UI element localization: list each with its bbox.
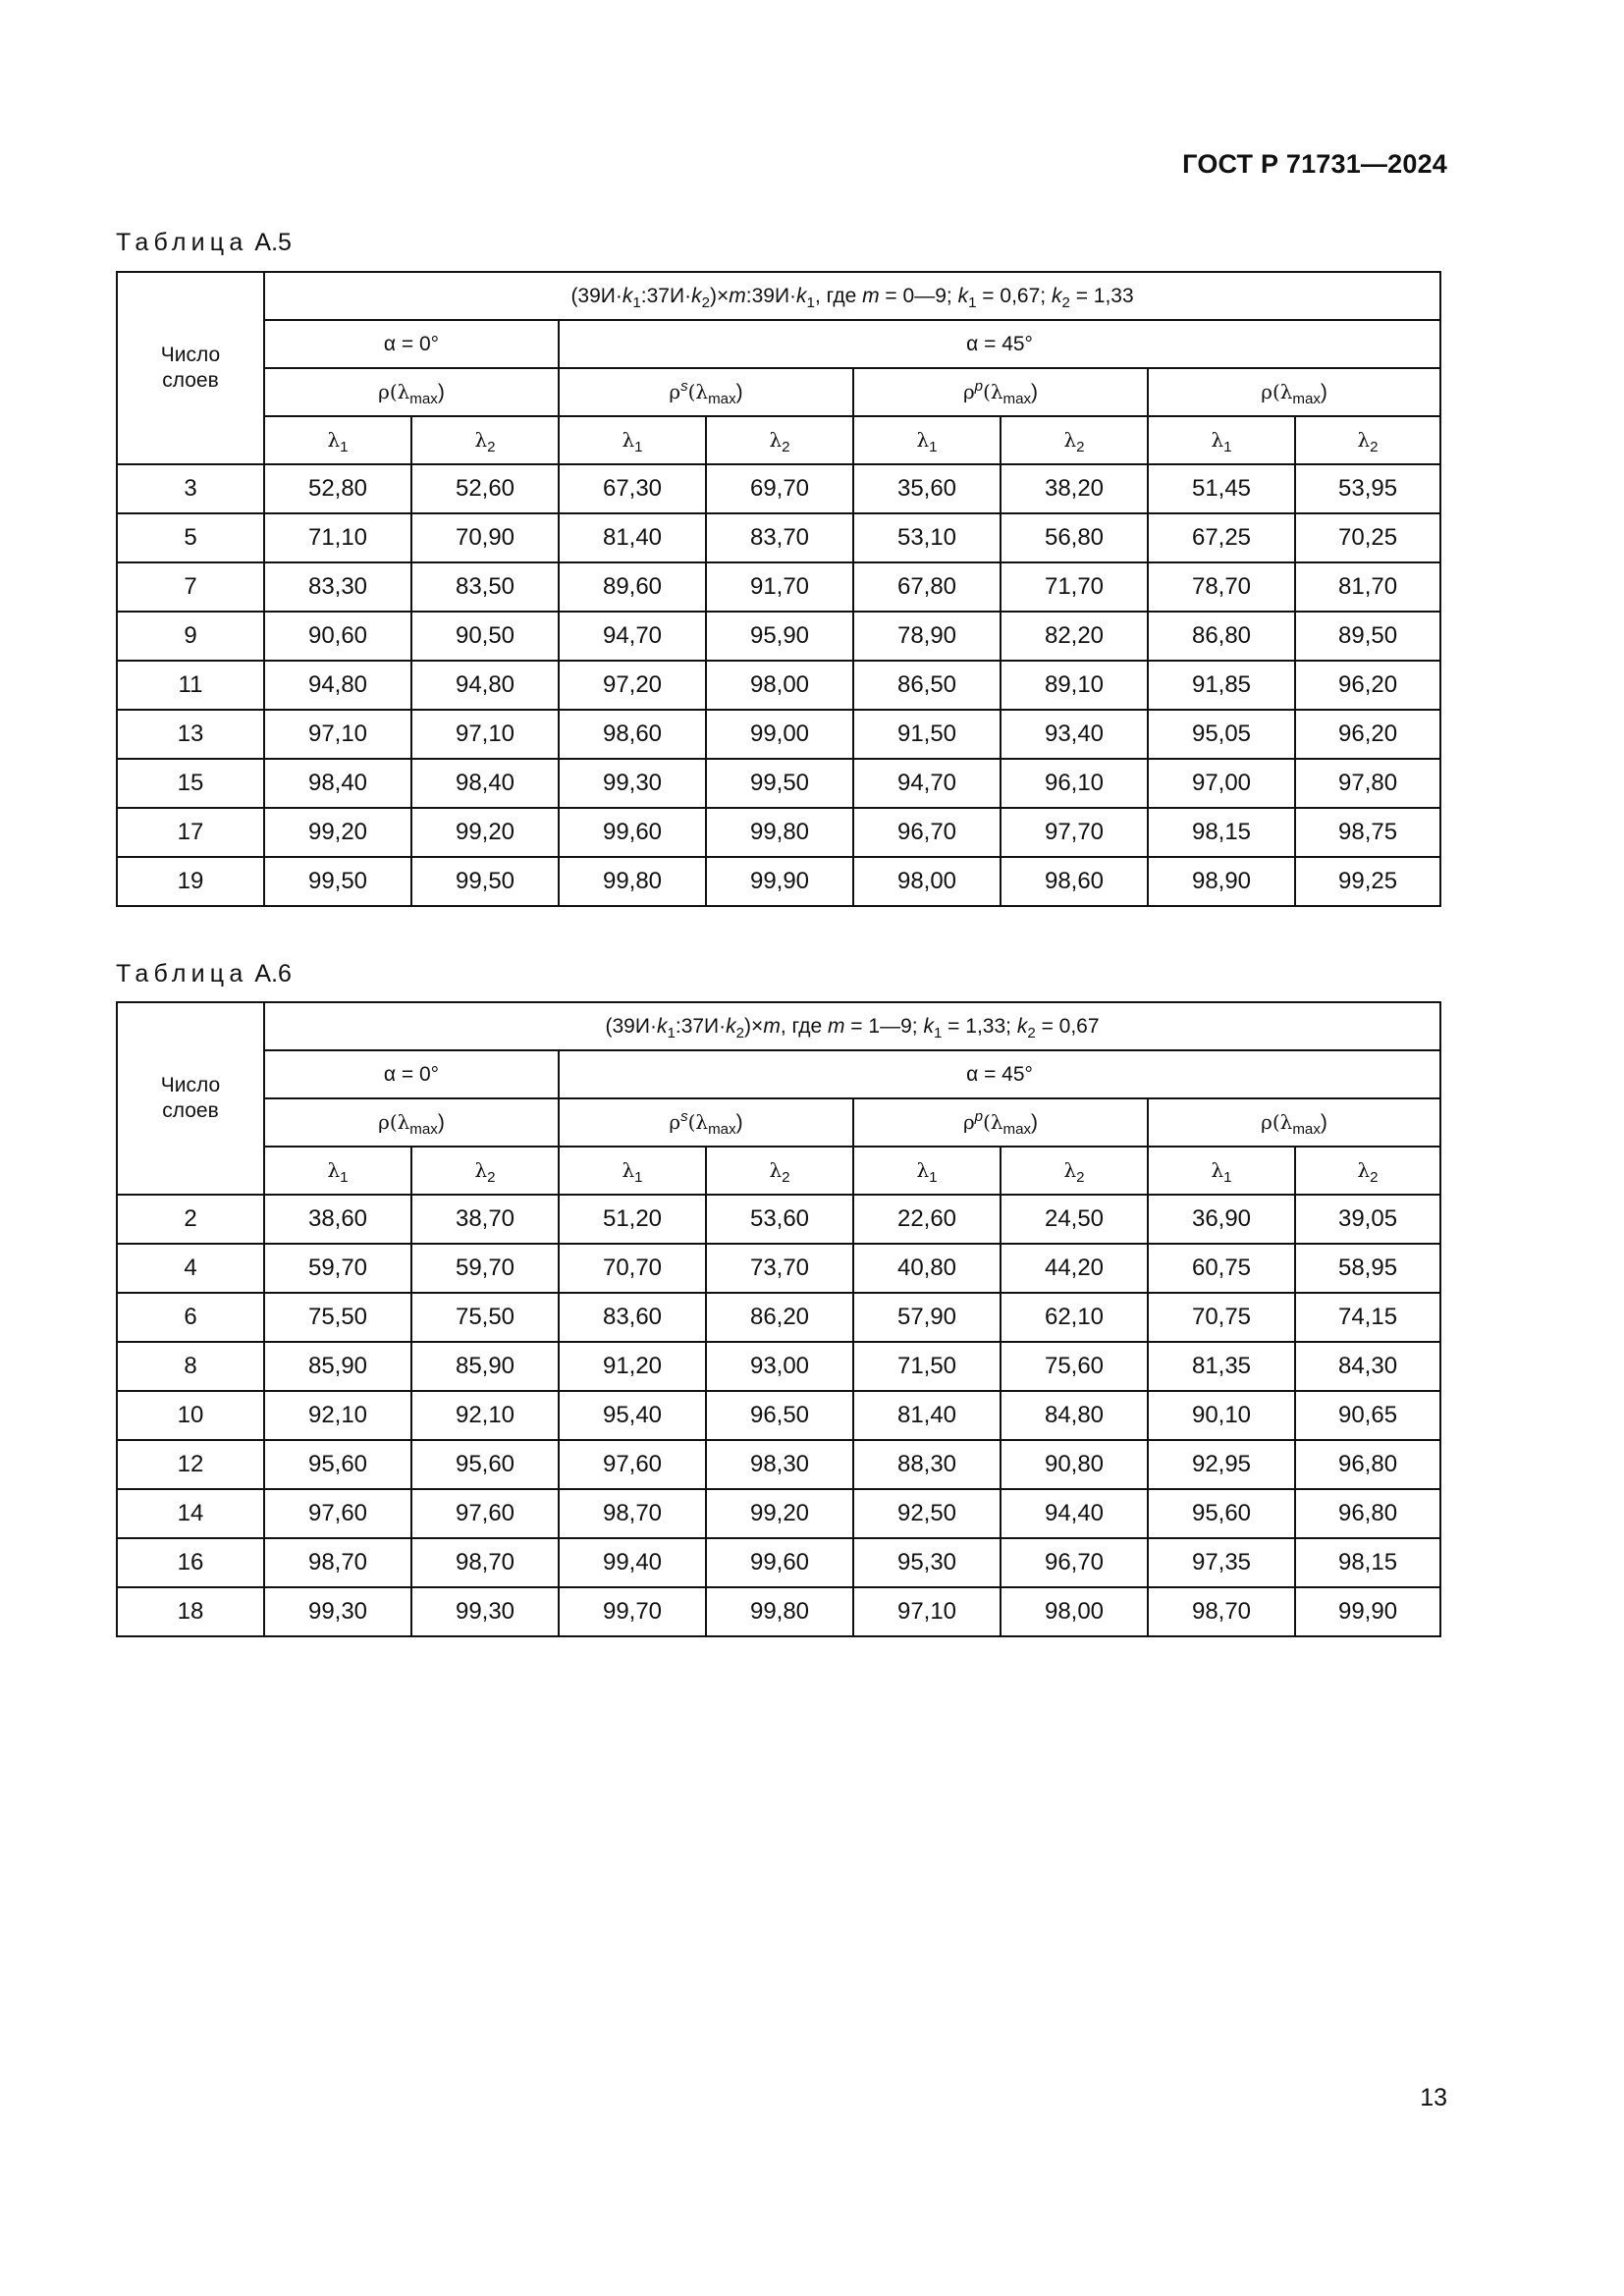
- lambda-header-row: [117, 416, 1440, 464]
- value-cell: 96,10: [1001, 759, 1148, 808]
- value-cell: 93,40: [1001, 710, 1148, 759]
- lambda-header: $\lambda_1$: [1148, 1147, 1295, 1195]
- value-cell: 38,70: [411, 1195, 559, 1244]
- value-cell: 70,90: [411, 513, 559, 562]
- layers-count-cell: 17: [117, 808, 264, 857]
- value-cell: 96,70: [1001, 1538, 1148, 1587]
- document-header: ГОСТ Р 71731—2024: [1182, 149, 1447, 179]
- value-cell: 70,70: [559, 1244, 706, 1293]
- rho-avg-header: $\rho(\lambda_{max})$: [1148, 1098, 1440, 1147]
- value-cell: 98,40: [264, 759, 411, 808]
- layers-count-cell: 3: [117, 464, 264, 513]
- value-cell: 95,30: [853, 1538, 1001, 1587]
- layers-count-cell: 9: [117, 612, 264, 661]
- lambda-header: $\lambda_1$: [264, 1147, 411, 1195]
- value-cell: 98,70: [559, 1489, 706, 1538]
- value-cell: 95,60: [1148, 1489, 1295, 1538]
- value-cell: 95,60: [264, 1440, 411, 1489]
- value-cell: 70,25: [1295, 513, 1440, 562]
- value-cell: 94,40: [1001, 1489, 1148, 1538]
- value-cell: 92,10: [411, 1391, 559, 1440]
- value-cell: 90,50: [411, 612, 559, 661]
- value-cell: 98,30: [706, 1440, 853, 1489]
- value-cell: 24,50: [1001, 1195, 1148, 1244]
- value-cell: 98,40: [411, 759, 559, 808]
- lambda-header: $\lambda_1$: [264, 416, 411, 464]
- table-row: [117, 1587, 1440, 1636]
- value-cell: 97,10: [411, 710, 559, 759]
- value-cell: 71,70: [1001, 562, 1148, 612]
- lambda-header: $\lambda_2$: [706, 1147, 853, 1195]
- table-row: [117, 661, 1440, 710]
- value-cell: 89,10: [1001, 661, 1148, 710]
- value-cell: 40,80: [853, 1244, 1001, 1293]
- value-cell: 98,15: [1148, 808, 1295, 857]
- value-cell: 81,35: [1148, 1342, 1295, 1391]
- table-row: [117, 857, 1440, 906]
- value-cell: 98,60: [559, 710, 706, 759]
- value-cell: 96,70: [853, 808, 1001, 857]
- caption-id: А.6: [254, 960, 292, 988]
- lambda-header-row: [117, 1147, 1440, 1195]
- layers-count-cell: 8: [117, 1342, 264, 1391]
- value-cell: 53,10: [853, 513, 1001, 562]
- alpha-45-header: α = 45°: [559, 1050, 1440, 1098]
- value-cell: 99,60: [706, 1538, 853, 1587]
- lambda-header: $\lambda_2$: [706, 416, 853, 464]
- value-cell: 96,80: [1295, 1489, 1440, 1538]
- value-cell: 98,70: [1148, 1587, 1295, 1636]
- lambda-header: $\lambda_2$: [1001, 416, 1148, 464]
- layers-count-cell: 5: [117, 513, 264, 562]
- value-cell: 97,20: [559, 661, 706, 710]
- value-cell: 98,75: [1295, 808, 1440, 857]
- value-cell: 52,80: [264, 464, 411, 513]
- value-cell: 98,90: [1148, 857, 1295, 906]
- value-cell: 53,95: [1295, 464, 1440, 513]
- value-cell: 59,70: [264, 1244, 411, 1293]
- caption-word: Таблица: [116, 960, 248, 988]
- value-cell: 35,60: [853, 464, 1001, 513]
- table-row: [117, 612, 1440, 661]
- lambda-header: $\lambda_1$: [1148, 416, 1295, 464]
- value-cell: 95,60: [411, 1440, 559, 1489]
- value-cell: 97,60: [264, 1489, 411, 1538]
- table-caption: [116, 960, 292, 988]
- value-cell: 51,20: [559, 1195, 706, 1244]
- value-cell: 97,70: [1001, 808, 1148, 857]
- table-row: [117, 1195, 1440, 1244]
- table-row: [117, 710, 1440, 759]
- layers-count-cell: 4: [117, 1244, 264, 1293]
- layers-count-cell: 11: [117, 661, 264, 710]
- value-cell: 97,10: [853, 1587, 1001, 1636]
- value-cell: 83,30: [264, 562, 411, 612]
- table-row: [117, 1342, 1440, 1391]
- data-table-a5: [116, 271, 1441, 907]
- value-cell: 91,85: [1148, 661, 1295, 710]
- value-cell: 90,80: [1001, 1440, 1148, 1489]
- value-cell: 57,90: [853, 1293, 1001, 1342]
- value-cell: 98,00: [706, 661, 853, 710]
- value-cell: 44,20: [1001, 1244, 1148, 1293]
- page-number: 13: [1420, 2084, 1447, 2111]
- value-cell: 99,60: [559, 808, 706, 857]
- lambda-header: $\lambda_2$: [1295, 416, 1440, 464]
- value-cell: 96,80: [1295, 1440, 1440, 1489]
- value-cell: 99,20: [411, 808, 559, 857]
- layers-count-cell: 12: [117, 1440, 264, 1489]
- value-cell: 94,80: [264, 661, 411, 710]
- value-cell: 92,50: [853, 1489, 1001, 1538]
- value-cell: 71,50: [853, 1342, 1001, 1391]
- value-cell: 94,80: [411, 661, 559, 710]
- alpha-0-header: α = 0°: [264, 320, 559, 368]
- value-cell: 38,60: [264, 1195, 411, 1244]
- layers-count-cell: 18: [117, 1587, 264, 1636]
- value-cell: 98,60: [1001, 857, 1148, 906]
- value-cell: 98,15: [1295, 1538, 1440, 1587]
- table-row: [117, 464, 1440, 513]
- lambda-header: $\lambda_1$: [559, 416, 706, 464]
- value-cell: 81,70: [1295, 562, 1440, 612]
- value-cell: 99,20: [264, 808, 411, 857]
- lambda-header: $\lambda_1$: [853, 416, 1001, 464]
- value-cell: 98,70: [264, 1538, 411, 1587]
- layers-count-cell: 6: [117, 1293, 264, 1342]
- table-row: [117, 1489, 1440, 1538]
- value-cell: 98,70: [411, 1538, 559, 1587]
- table-row: [117, 1391, 1440, 1440]
- value-cell: 92,10: [264, 1391, 411, 1440]
- alpha-45-header: α = 45°: [559, 320, 1440, 368]
- value-cell: 99,00: [706, 710, 853, 759]
- lambda-header: $\lambda_2$: [411, 1147, 559, 1195]
- value-cell: 59,70: [411, 1244, 559, 1293]
- value-cell: 38,20: [1001, 464, 1148, 513]
- value-cell: 89,60: [559, 562, 706, 612]
- value-cell: 99,80: [559, 857, 706, 906]
- table-row: [117, 759, 1440, 808]
- rho-s-header: $\rho^s(\lambda_{max})$: [559, 1098, 853, 1147]
- value-cell: 90,60: [264, 612, 411, 661]
- value-cell: 96,50: [706, 1391, 853, 1440]
- value-cell: 71,10: [264, 513, 411, 562]
- value-cell: 99,50: [706, 759, 853, 808]
- value-cell: 99,50: [264, 857, 411, 906]
- value-cell: 86,80: [1148, 612, 1295, 661]
- value-cell: 96,20: [1295, 710, 1440, 759]
- caption-word: Таблица: [116, 229, 248, 256]
- value-cell: 97,00: [1148, 759, 1295, 808]
- value-cell: 67,80: [853, 562, 1001, 612]
- value-cell: 52,60: [411, 464, 559, 513]
- layers-count-cell: 14: [117, 1489, 264, 1538]
- value-cell: 99,30: [264, 1587, 411, 1636]
- value-cell: 85,90: [264, 1342, 411, 1391]
- value-cell: 97,80: [1295, 759, 1440, 808]
- table-caption: [116, 229, 292, 257]
- table-body: [117, 1195, 1440, 1636]
- value-cell: 22,60: [853, 1195, 1001, 1244]
- value-cell: 98,00: [853, 857, 1001, 906]
- layers-count-cell: 2: [117, 1195, 264, 1244]
- value-cell: 96,20: [1295, 661, 1440, 710]
- value-cell: 99,80: [706, 1587, 853, 1636]
- layers-count-cell: 15: [117, 759, 264, 808]
- value-cell: 53,60: [706, 1195, 853, 1244]
- value-cell: 78,90: [853, 612, 1001, 661]
- value-cell: 90,10: [1148, 1391, 1295, 1440]
- value-cell: 94,70: [853, 759, 1001, 808]
- value-cell: 67,25: [1148, 513, 1295, 562]
- value-cell: 86,50: [853, 661, 1001, 710]
- value-cell: 92,95: [1148, 1440, 1295, 1489]
- value-cell: 97,35: [1148, 1538, 1295, 1587]
- value-cell: 99,80: [706, 808, 853, 857]
- value-cell: 84,30: [1295, 1342, 1440, 1391]
- rho-avg-header: $\rho(\lambda_{max})$: [1148, 368, 1440, 416]
- rho-s-header: $\rho^s(\lambda_{max})$: [559, 368, 853, 416]
- value-cell: 94,70: [559, 612, 706, 661]
- value-cell: 36,90: [1148, 1195, 1295, 1244]
- value-cell: 90,65: [1295, 1391, 1440, 1440]
- alpha-0-header: α = 0°: [264, 1050, 559, 1098]
- caption-id: А.5: [254, 229, 292, 256]
- value-cell: 67,30: [559, 464, 706, 513]
- value-cell: 97,10: [264, 710, 411, 759]
- value-cell: 93,00: [706, 1342, 853, 1391]
- table-row: [117, 1293, 1440, 1342]
- lambda-header: $\lambda_2$: [411, 416, 559, 464]
- value-cell: 97,60: [411, 1489, 559, 1538]
- rho-p-header: $\rho^p(\lambda_{max})$: [853, 1098, 1148, 1147]
- value-cell: 97,60: [559, 1440, 706, 1489]
- value-cell: 51,45: [1148, 464, 1295, 513]
- value-cell: 60,75: [1148, 1244, 1295, 1293]
- layers-count-cell: 10: [117, 1391, 264, 1440]
- value-cell: 75,50: [264, 1293, 411, 1342]
- value-cell: 99,90: [706, 857, 853, 906]
- formula-header: $(39И\cdot k_1:37И\cdot k_2)\times m$, где m = 1—9; $k_1 = 1,33$; $k_2 = 0,67$: [264, 1002, 1440, 1050]
- lambda-header: $\lambda_1$: [559, 1147, 706, 1195]
- lambda-header: $\lambda_2$: [1295, 1147, 1440, 1195]
- layers-count-cell: 16: [117, 1538, 264, 1587]
- value-cell: 95,90: [706, 612, 853, 661]
- rho-header: $\rho(\lambda_{max})$: [264, 368, 559, 416]
- value-cell: 83,50: [411, 562, 559, 612]
- value-cell: 99,30: [411, 1587, 559, 1636]
- table-row: [117, 513, 1440, 562]
- value-cell: 39,05: [1295, 1195, 1440, 1244]
- value-cell: 83,60: [559, 1293, 706, 1342]
- value-cell: 91,50: [853, 710, 1001, 759]
- value-cell: 99,70: [559, 1587, 706, 1636]
- value-cell: 95,05: [1148, 710, 1295, 759]
- value-cell: 78,70: [1148, 562, 1295, 612]
- layers-count-cell: 19: [117, 857, 264, 906]
- value-cell: 91,70: [706, 562, 853, 612]
- formula-header: $(39И\cdot k_1:37И\cdot k_2)\times m:39И\cdot k_1$, где m = 0—9; $k_1 = 0,67$; $k_2 = 1,33$: [264, 272, 1440, 320]
- value-cell: 75,60: [1001, 1342, 1148, 1391]
- value-cell: 99,90: [1295, 1587, 1440, 1636]
- value-cell: 99,30: [559, 759, 706, 808]
- rho-header: $\rho(\lambda_{max})$: [264, 1098, 559, 1147]
- value-cell: 99,50: [411, 857, 559, 906]
- table-row: [117, 1244, 1440, 1293]
- layers-count-cell: 7: [117, 562, 264, 612]
- table-row: [117, 1538, 1440, 1587]
- value-cell: 83,70: [706, 513, 853, 562]
- table-row: [117, 808, 1440, 857]
- value-cell: 75,50: [411, 1293, 559, 1342]
- value-cell: 89,50: [1295, 612, 1440, 661]
- value-cell: 86,20: [706, 1293, 853, 1342]
- value-cell: 88,30: [853, 1440, 1001, 1489]
- value-cell: 56,80: [1001, 513, 1148, 562]
- rho-p-header: $\rho^p(\lambda_{max})$: [853, 368, 1148, 416]
- value-cell: 85,90: [411, 1342, 559, 1391]
- value-cell: 69,70: [706, 464, 853, 513]
- value-cell: 91,20: [559, 1342, 706, 1391]
- value-cell: 74,15: [1295, 1293, 1440, 1342]
- layers-count-cell: 13: [117, 710, 264, 759]
- value-cell: 81,40: [853, 1391, 1001, 1440]
- layers-header: Число слоев: [117, 272, 264, 464]
- value-cell: 98,00: [1001, 1587, 1148, 1636]
- lambda-header: $\lambda_2$: [1001, 1147, 1148, 1195]
- value-cell: 99,20: [706, 1489, 853, 1538]
- value-cell: 58,95: [1295, 1244, 1440, 1293]
- value-cell: 82,20: [1001, 612, 1148, 661]
- value-cell: 95,40: [559, 1391, 706, 1440]
- value-cell: 84,80: [1001, 1391, 1148, 1440]
- value-cell: 99,40: [559, 1538, 706, 1587]
- data-table-a6: [116, 1001, 1441, 1637]
- table-row: [117, 562, 1440, 612]
- layers-header: Число слоев: [117, 1002, 264, 1195]
- value-cell: 81,40: [559, 513, 706, 562]
- value-cell: 62,10: [1001, 1293, 1148, 1342]
- value-cell: 73,70: [706, 1244, 853, 1293]
- value-cell: 70,75: [1148, 1293, 1295, 1342]
- table-body: [117, 464, 1440, 906]
- table-row: [117, 1440, 1440, 1489]
- value-cell: 99,25: [1295, 857, 1440, 906]
- lambda-header: $\lambda_1$: [853, 1147, 1001, 1195]
